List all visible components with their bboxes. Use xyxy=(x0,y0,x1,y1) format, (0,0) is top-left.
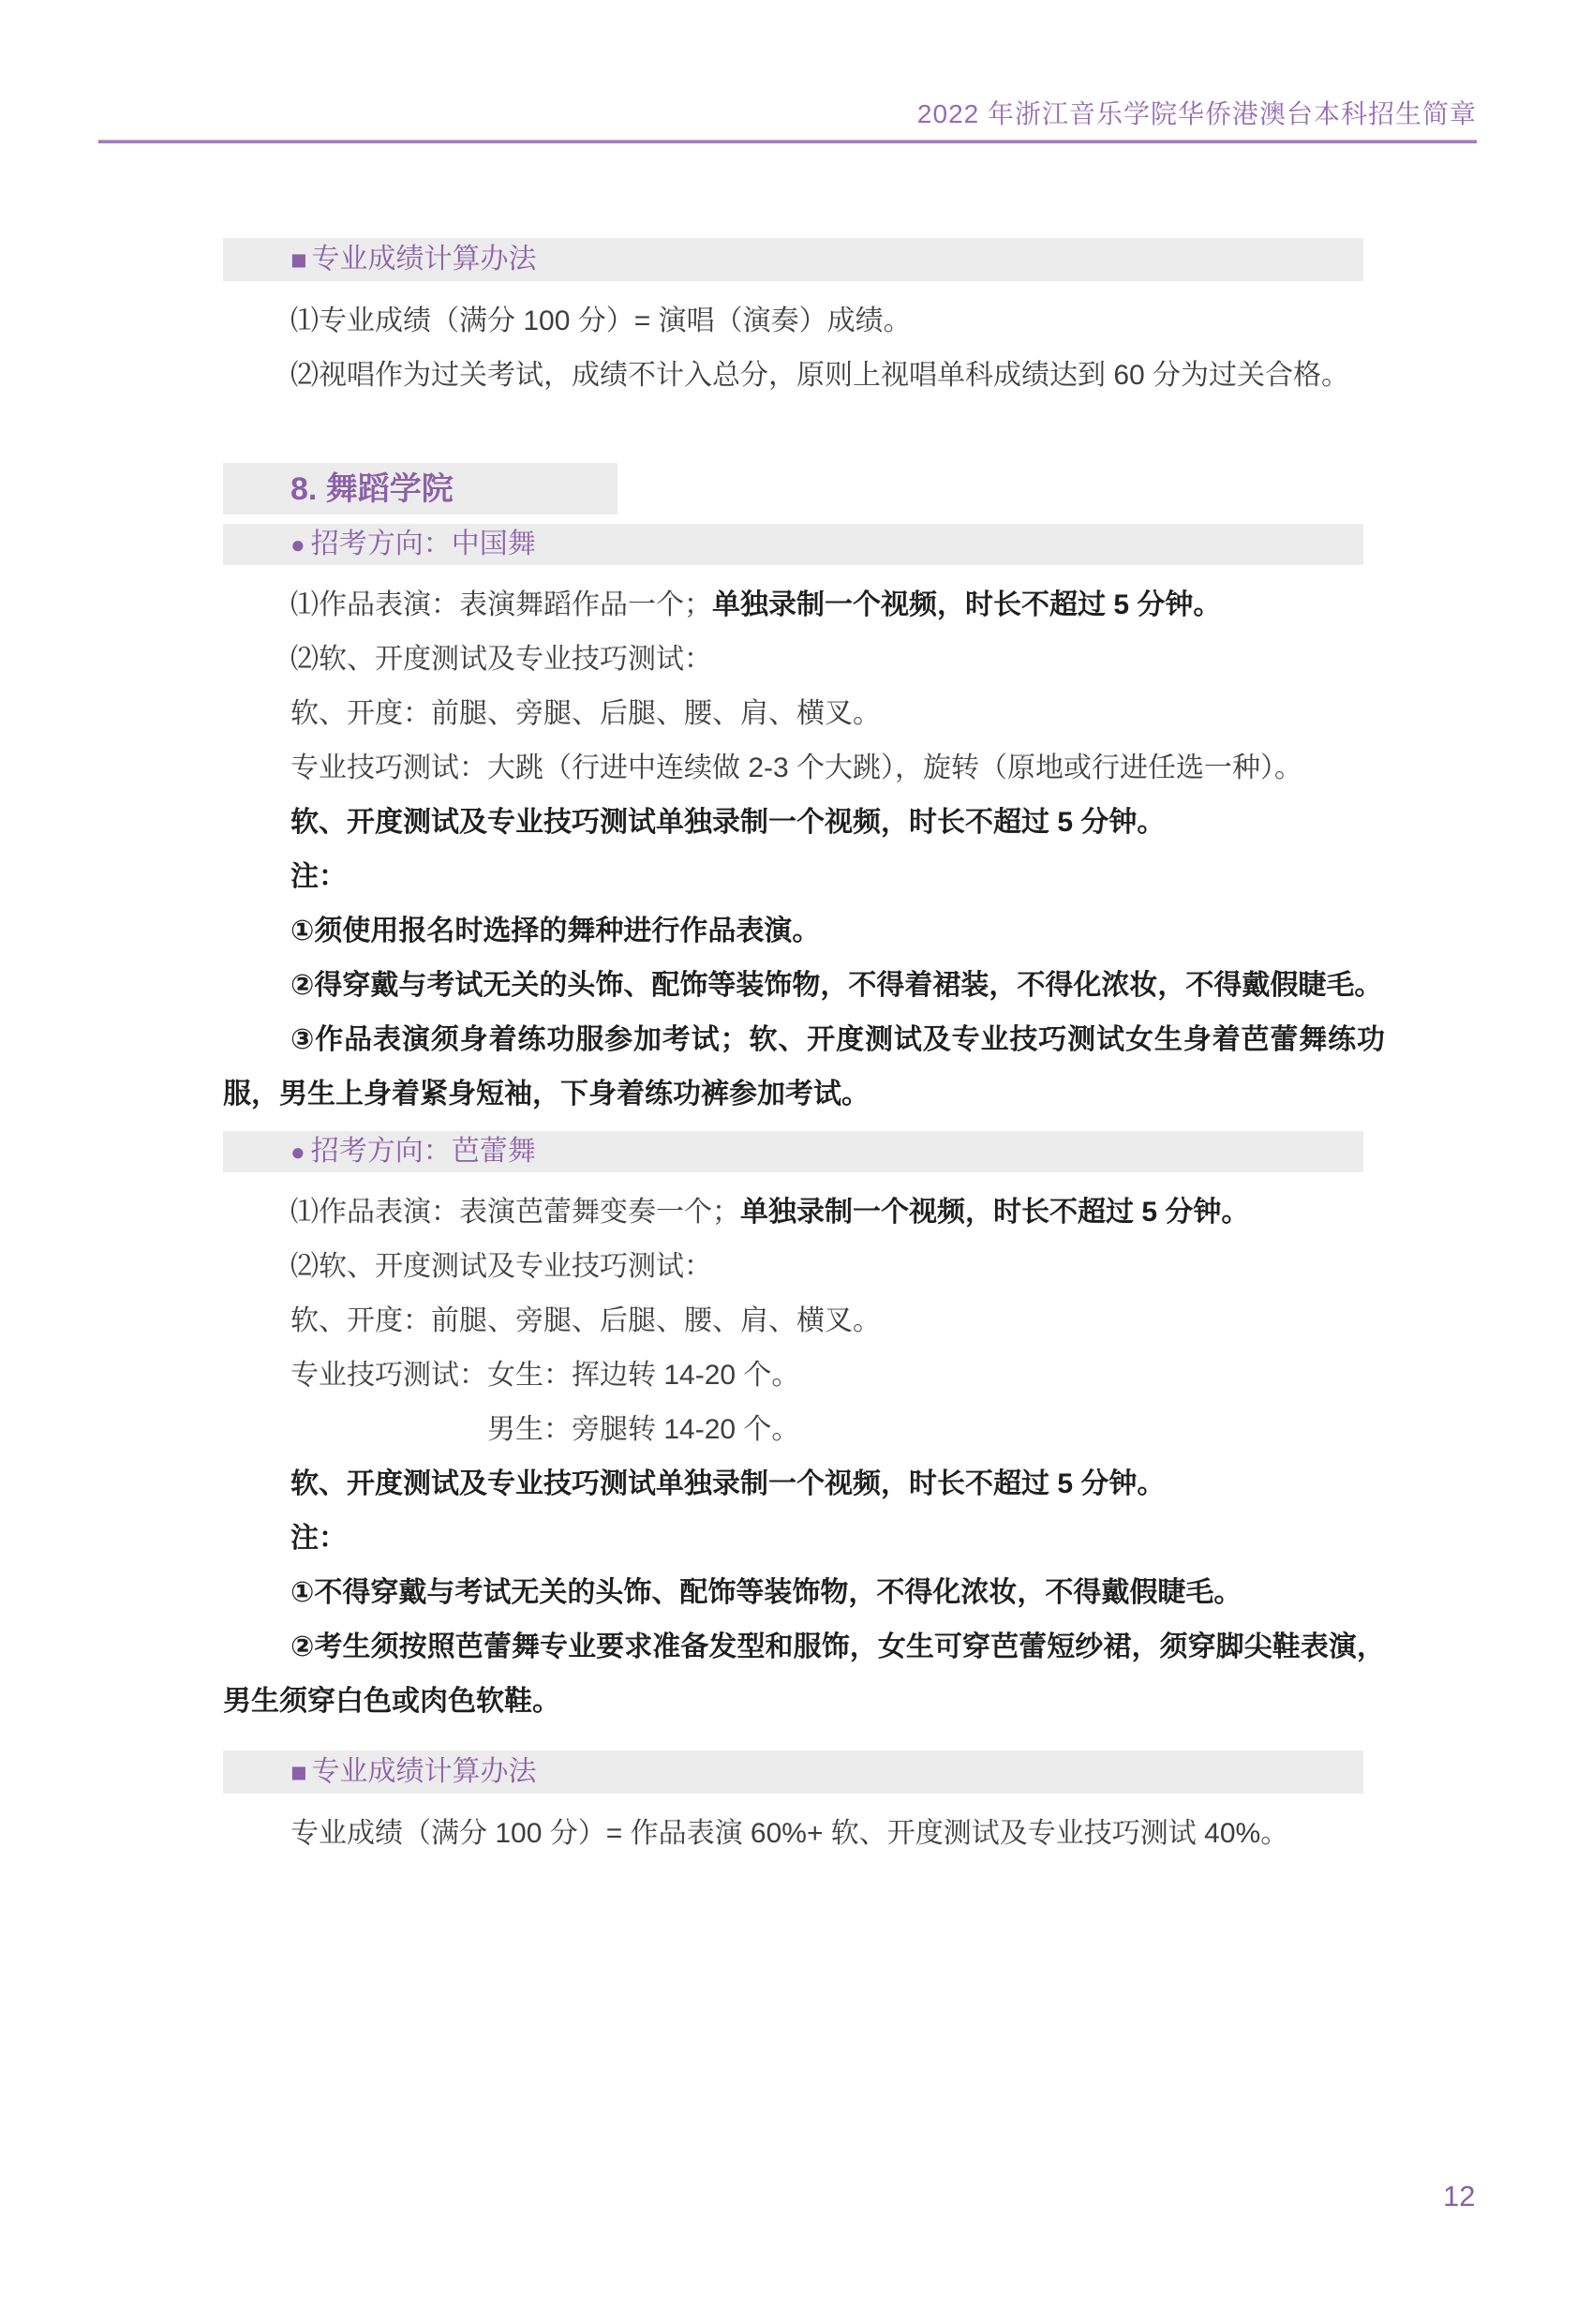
paragraph-text: 软、开度：前腿、旁腿、后腿、腰、肩、横叉。 xyxy=(290,698,881,729)
paragraph-text: 专业技巧测试：大跳（行进中连续做 2-3 个大跳），旋转（原地或行进任选一种）。 xyxy=(290,752,1303,783)
paragraph xyxy=(223,1185,1385,1240)
paragraph xyxy=(223,294,1385,349)
paragraph-text: 专业成绩（满分 100 分）= 作品表演 60%+ 软、开度测试及专业技巧测试 40%。 xyxy=(290,1818,1289,1849)
paragraph xyxy=(223,1348,1385,1403)
paragraph-text-bold: 单独录制一个视频，时长不超过 5 分钟。 xyxy=(740,1197,1250,1228)
bar-label: 8. 舞蹈学院 xyxy=(290,470,454,507)
bar-label: 专业成绩计算办法 xyxy=(311,1756,537,1787)
paragraph-text: ⑴作品表演：表演舞蹈作品一个； xyxy=(290,589,712,620)
paragraph-text: 专业技巧测试：女生：挥边转 14-20 个。 xyxy=(290,1360,800,1391)
direction-heading-bar xyxy=(223,524,1363,565)
direction-heading-bar xyxy=(223,1131,1363,1172)
paragraph xyxy=(223,1457,1385,1512)
paragraph-text-bold: 注： xyxy=(290,1523,347,1554)
section-heading-bar xyxy=(223,1750,1363,1794)
paragraph-text-bold: 注： xyxy=(290,861,347,892)
paragraph xyxy=(223,1403,1385,1457)
paragraph-text: ⑵视唱作为过关考试，成绩不计入总分，原则上视唱单科成绩达到 60 分为过关合格。 xyxy=(290,360,1350,391)
paragraph-text: ⑵软、开度测试及专业技巧测试： xyxy=(290,644,712,675)
paragraph-text-bold: 软、开度测试及专业技巧测试单独录制一个视频，时长不超过 5 分钟。 xyxy=(290,807,1166,838)
section-title-bar xyxy=(223,463,617,514)
paragraph xyxy=(223,687,1385,741)
paragraph xyxy=(223,796,1385,850)
paragraph-text: 男生：旁腿转 14-20 个。 xyxy=(487,1414,800,1445)
bar-label: 招考方向：芭蕾舞 xyxy=(310,1136,536,1167)
paragraph-text: ⑴专业成绩（满分 100 分）= 演唱（演奏）成绩。 xyxy=(290,305,912,336)
paragraph xyxy=(223,741,1385,796)
paragraph-text-bold: ②得穿戴与考试无关的头饰、配饰等装饰物，不得着裙装，不得化浓妆，不得戴假睫毛。 xyxy=(290,970,1383,1001)
paragraph-text-bold: ①不得穿戴与考试无关的头饰、配饰等装饰物，不得化浓妆，不得戴假睫毛。 xyxy=(290,1577,1242,1608)
paragraph xyxy=(223,1240,1385,1294)
bar-label: 招考方向：中国舞 xyxy=(310,529,536,559)
paragraph xyxy=(223,1807,1385,1861)
paragraph-text-bold: ②考生须按照芭蕾舞专业要求准备发型和服饰，女生可穿芭蕾短纱裙，须穿脚尖鞋表演，男生须穿白色或肉色软鞋。 xyxy=(223,1631,1385,1717)
paragraph xyxy=(223,349,1385,403)
paragraph-text-bold: ①须使用报名时选择的舞种进行作品表演。 xyxy=(290,916,821,946)
circle-bullet-icon: ● xyxy=(290,530,305,559)
page-number: 12 xyxy=(1443,2180,1476,2212)
paragraph xyxy=(223,850,1385,904)
page-header-title: 2022 年浙江音乐学院华侨港澳台本科招生简章 xyxy=(916,99,1477,128)
paragraph xyxy=(223,1294,1385,1348)
document-body xyxy=(223,0,1385,1861)
paragraph xyxy=(223,1512,1385,1566)
square-bullet-icon: ■ xyxy=(290,1757,307,1788)
paragraph xyxy=(223,959,1385,1013)
paragraph-text-bold: 软、开度测试及专业技巧测试单独录制一个视频，时长不超过 5 分钟。 xyxy=(290,1468,1166,1499)
section-heading-bar xyxy=(223,238,1363,281)
bar-label: 专业成绩计算办法 xyxy=(311,244,537,275)
paragraph-text-bold: 单独录制一个视频，时长不超过 5 分钟。 xyxy=(712,589,1222,620)
paragraph xyxy=(223,633,1385,687)
paragraph-text-bold: ③作品表演须身着练功服参加考试；软、开度测试及专业技巧测试女生身着芭蕾舞练功服，男生上身着紧身短袖，下身着练功裤参加考试。 xyxy=(223,1024,1385,1110)
paragraph xyxy=(223,904,1385,959)
paragraph xyxy=(223,1013,1385,1122)
circle-bullet-icon: ● xyxy=(290,1138,305,1166)
paragraph xyxy=(223,1620,1385,1729)
square-bullet-icon: ■ xyxy=(290,245,307,276)
paragraph xyxy=(223,578,1385,633)
paragraph xyxy=(223,1566,1385,1620)
paragraph-text: 软、开度：前腿、旁腿、后腿、腰、肩、横叉。 xyxy=(290,1305,881,1336)
paragraph-text: ⑵软、开度测试及专业技巧测试： xyxy=(290,1251,712,1282)
paragraph-text: ⑴作品表演：表演芭蕾舞变奏一个； xyxy=(290,1197,740,1228)
